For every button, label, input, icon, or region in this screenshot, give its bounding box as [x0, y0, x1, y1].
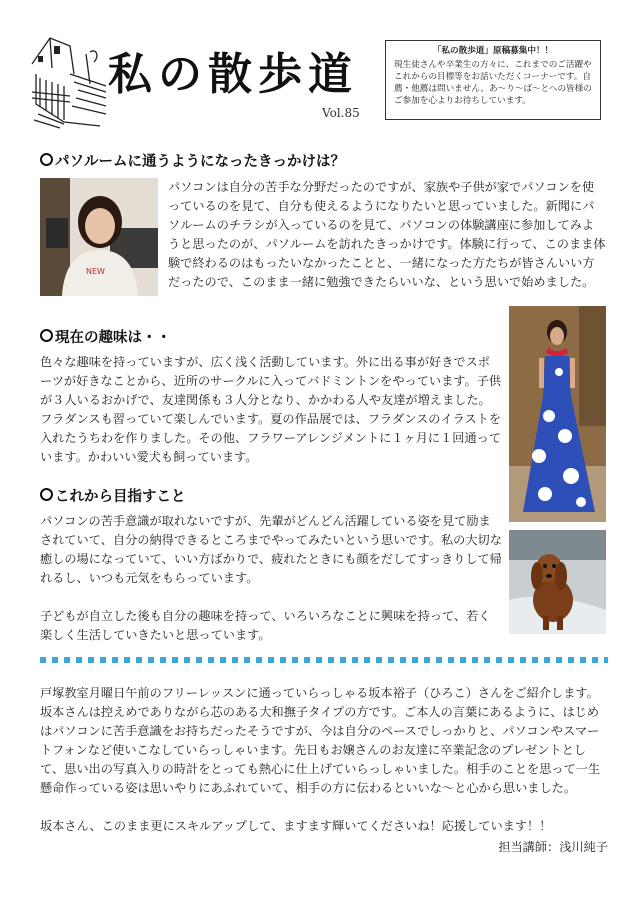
circle-bullet-icon [40, 488, 53, 501]
dog-photo [509, 530, 606, 634]
street-illustration [30, 34, 108, 130]
closing-message: 坂本さん、このまま更にスキルアップして、ますます輝いてくださいね！応援しています！！ [40, 819, 552, 833]
notice-title: 「私の散歩道」原稿募集中！！ [432, 46, 554, 56]
section-heading-hobbies [40, 326, 171, 347]
section-body-hobbies: 色々な趣味を持っていますが、広く浅く活動しています。外に出る事が好きでスポーツが好きなことから、近所のサークルに入ってバドミントンをやっています。子供が３人いるおかげで、友達関係も３人分となり、かかわる人や友達が増えました。フラダンスも習っていて楽しんでいます。夏の作品展では、フラダンスのイラストを入れたうちわを作りました。その他、フラワーアレンジメントに１ヶ月に１回通っています。かわいい愛犬も飼っています。 [40, 355, 502, 464]
dotted-divider [40, 657, 608, 663]
svg-text:NEW: NEW [86, 267, 105, 276]
section-heading-text: パソルームに通うようになったきっかけは？ [55, 154, 345, 170]
hula-dance-photo [509, 306, 606, 522]
notice-body: 現生徒さんや卒業生の方々に、これまでのご活躍やこれからの目標等をお話いただくコーナーです。自薦・他薦は問いません。あ〜り〜ば〜とへの皆様のご参加を心よりお待ちしています。 [394, 60, 592, 106]
section-heading-text: 現在の趣味は・・ [55, 330, 171, 346]
section-heading-text: これから目指すこと [55, 489, 186, 505]
volume-number: Vol.85 [322, 106, 360, 120]
teacher-signature: 担当講師：浅川純子 [498, 840, 608, 854]
newsletter-title: 私の散歩道 [108, 49, 358, 100]
section-body-goals-2: 子どもが自立した後も自分の趣味を持って、いろいろなことに興味を持って、若く楽しく生活していきたいと思っています。 [40, 609, 491, 642]
circle-bullet-icon [40, 153, 53, 166]
submission-notice-box [385, 40, 601, 120]
section-body-goals: パソコンの苦手意識が取れないですが、先輩がどんどん活躍している姿を見て励まされていて、自分の納得できるところまでやってみたいという思いです。私の大切な癒しの場になっていて、いい方ばかりで、疲れたときにも顔をだしてすっきりして帰れるし、いつも元気をもらっています。 [40, 514, 502, 585]
portrait-photo [40, 178, 158, 296]
section-body-trigger [168, 178, 606, 292]
section-body-trigger-text: パソコンは自分の苦手な分野だったのですが、家族や子供が家でパソコンを使っているのを見て、自分も使えるようになりたいと思っていました。新聞にパソルームのチラシが入っているのを見て、パソコンの体験講座に参加してみようと思ったのが、パソルームを訪れたきっかけです。体験に行って、このまま体験で終わるのはもったいなかったことと、一緒になった方たちが皆さんいい方だったので、このまま一緒に勉強できたらいいな、という思いで始めました。 [168, 180, 606, 289]
teacher-introduction: 戸塚教室月曜日午前のフリーレッスンに通っていらっしゃる坂本裕子（ひろこ）さんをご紹介します。坂本さんは控えめでありながら芯のある大和撫子タイプの方です。ご本人の言葉にあるように、はじめはパソコンに苦手意識をお持ちだったそうですが、今は自分のペースでしっかりと、パソコンやスマートフォンなど使いこなしていらっしゃいます。先日もお嬢さんのお友達に卒業記念のプレゼントとして、思い出の写真入りの時計をとっても熱心に仕上げていらっしゃいました。相手のことを思って一生懸命作っている姿は思いやりにあふれていて、相手の方に伝わるといいな〜と心から思いました。 [40, 686, 601, 795]
circle-bullet-icon [40, 329, 53, 342]
section-heading-trigger [40, 150, 345, 171]
section-heading-goals [40, 485, 186, 506]
